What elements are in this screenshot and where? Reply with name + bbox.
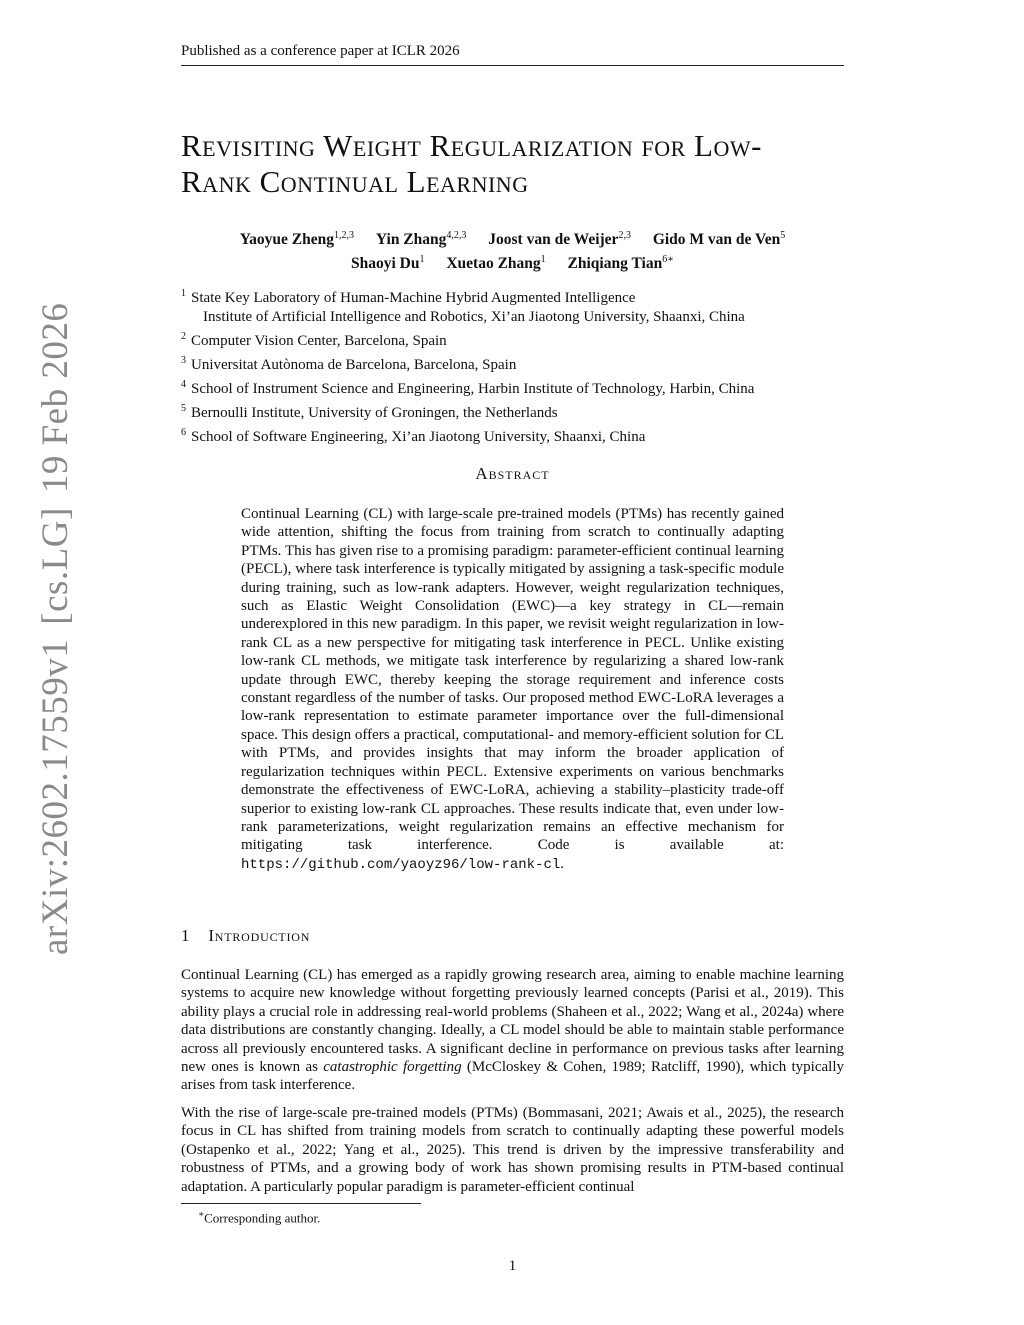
running-header: Published as a conference paper at ICLR 2026 bbox=[181, 43, 460, 59]
footnote-rule bbox=[181, 1203, 421, 1204]
author-list bbox=[181, 226, 844, 274]
intro-paragraph-2: With the rise of large-scale pre-trained models (PTMs) (Bommasani, 2021; Awais et al., 2025), the research focus in CL has shifted from training models from scratch to continually adapting these powerful models (Ostapenko et al., 2022; Yang et al., 2025). This trend is driven by the impressive transferability and robustness of PTMs, and a growing body of work has shown promising results in PTM-based continual adaptation. A particularly popular paradigm is parameter-efficient continual bbox=[181, 1105, 844, 1195]
title-line-2: Rank Continual Learning bbox=[181, 164, 529, 199]
header-rule bbox=[181, 65, 844, 66]
author: Shaoyi Du$^1$ bbox=[350, 254, 425, 273]
author: Yaoyue Zheng$^{1,2,3}$ bbox=[239, 230, 355, 249]
footnote: ∗Corresponding author. bbox=[198, 1209, 321, 1226]
arxiv-id: arXiv:2602.17559v1 bbox=[35, 638, 76, 955]
paper-title bbox=[181, 128, 861, 200]
author: Gido M van de Ven$^5$ bbox=[652, 230, 786, 249]
affiliation: Institute of Artificial Intelligence and Robotics, Xi’an Jiaotong University, Shaanxi, China bbox=[203, 309, 745, 325]
arxiv-category: [cs.LG] bbox=[35, 507, 76, 625]
abstract-text: Continual Learning (CL) with large-scale pre-trained models (PTMs) has recently gained wide attention, shifting the focus from training from scratch to continually adapting PTMs. This has given rise to a promising paradigm: parameter-efficient continual learning (PECL), where task interference is typically mitigated by assigning a task-specific module during training, such as low-rank adapters. However, weight regularization techniques, such as Elastic Weight Consolidation (EWC)—a key strategy in CL—remain underexplored in this new paradigm. In this paper, we revisit weight regularization in low-rank CL as a new perspective for mitigating task interference in PECL. Unlike existing low-rank CL methods, we mitigate task interference by regularizing a shared low-rank update through EWC, thereby keeping the storage requirement and inference costs constant regardless of the number of tasks. Our proposed method EWC-LoRA leverages a low-rank representation to estimate parameter importance over the full-dimensional space. This design offers a practical, computational- and memory-efficient solution for CL with PTMs, and provides insights that may inform the broader application of regularization techniques within PECL. Extensive experiments on various benchmarks demonstrate the effectiveness of EWC-LoRA, achieving a stability–plasticity trade-off superior to existing low-rank CL approaches. These results indicate that, even under low-rank parameterizations, weight regularization remains an effective mechanism for mitigating task interference. Code is available at: bbox=[241, 506, 784, 854]
affiliation: $^4$ School of Instrument Science and Engineering, Harbin Institute of Technology, Harbin, China bbox=[181, 379, 755, 397]
affiliation: $^1$ State Key Laboratory of Human-Machine Hybrid Augmented Intelligence bbox=[181, 288, 636, 306]
abstract-heading: Abstract bbox=[475, 464, 550, 483]
author: Yin Zhang$^{4,2,3}$ bbox=[375, 230, 467, 249]
author: Joost van de Weijer$^{2,3}$ bbox=[488, 230, 631, 249]
abstract-body: Continual Learning (CL) with large-scale pre-trained models (PTMs) has recently gained wide attention, shifting the focus from training from scratch to continually adapting PTMs. This has given rise to a promising paradigm: parameter-efficient continual learning (PECL), where task interference is typically mitigated by assigning a task-specific module during training, such as low-rank adapters. However, weight regularization techniques, such as Elastic Weight Consolidation (EWC)—a key strategy in CL—remain underexplored in this new paradigm. In this paper, we revisit weight regularization in low-rank CL as a new perspective for mitigating task interference in PECL. Unlike existing low-rank CL methods, we mitigate task interference by regularizing a shared low-rank update through EWC, thereby keeping the storage requirement and inference costs constant regardless of the number of tasks. Our proposed method EWC-LoRA leverages a low-rank representation to estimate parameter importance over the full-dimensional space. This design offers a practical, computational- and memory-efficient solution for CL with PTMs, and provides insights that may inform the broader application of regularization techniques within PECL. Extensive experiments on various benchmarks demonstrate the effectiveness of EWC-LoRA, achieving a stability–plasticity trade-off superior to existing low-rank CL approaches. These results indicate that, even under low-rank parameterizations, weight regularization remains an effective mechanism for mitigating task interference. Code is available at: https://github.com/yaoyz96/low-rank-cl. bbox=[241, 506, 784, 873]
author: Zhiqiang Tian$^{6∗}$ bbox=[567, 254, 674, 273]
title-line-1: Revisiting Weight Regularization for Low- bbox=[181, 128, 762, 163]
affiliation: $^3$ Universitat Autònoma de Barcelona, Barcelona, Spain bbox=[181, 355, 517, 373]
author: Xuetao Zhang$^1$ bbox=[446, 254, 546, 273]
code-link[interactable]: https://github.com/yaoyz96/low-rank-cl bbox=[241, 856, 561, 873]
affiliation: $^2$ Computer Vision Center, Barcelona, Spain bbox=[181, 331, 447, 349]
page-number: 1 bbox=[508, 1258, 517, 1274]
arxiv-date: 19 Feb 2026 bbox=[35, 302, 76, 494]
intro-paragraph-1: Continual Learning (CL) has emerged as a rapidly growing research area, aiming to enable machine learning systems to acquire new knowledge without forgetting previously learned concepts (Parisi et al., 2019). This ability plays a crucial role in addressing real-world problems (Shaheen et al., 2022; Wang et al., 2024a) where data distributions are constantly changing. Ideally, a CL model should be able to maintain stable performance across all previously encountered tasks. A significant decline in performance on previous tasks after learning new ones is known as catastrophic forgetting (McCloskey & Cohen, 1989; Ratcliff, 1990), which typically arises from task interference. bbox=[181, 967, 844, 1094]
section-heading bbox=[181, 926, 310, 946]
affiliation: $^5$ Bernoulli Institute, University of Groningen, the Netherlands bbox=[181, 403, 558, 421]
affiliation-list bbox=[181, 284, 861, 447]
affiliation: $^6$ School of Software Engineering, Xi’an Jiaotong University, Shaanxi, China bbox=[181, 427, 646, 445]
section-number: 1 bbox=[181, 926, 191, 945]
section-title: Introduction bbox=[208, 926, 311, 945]
arxiv-sidebar-stamp bbox=[34, 289, 77, 955]
